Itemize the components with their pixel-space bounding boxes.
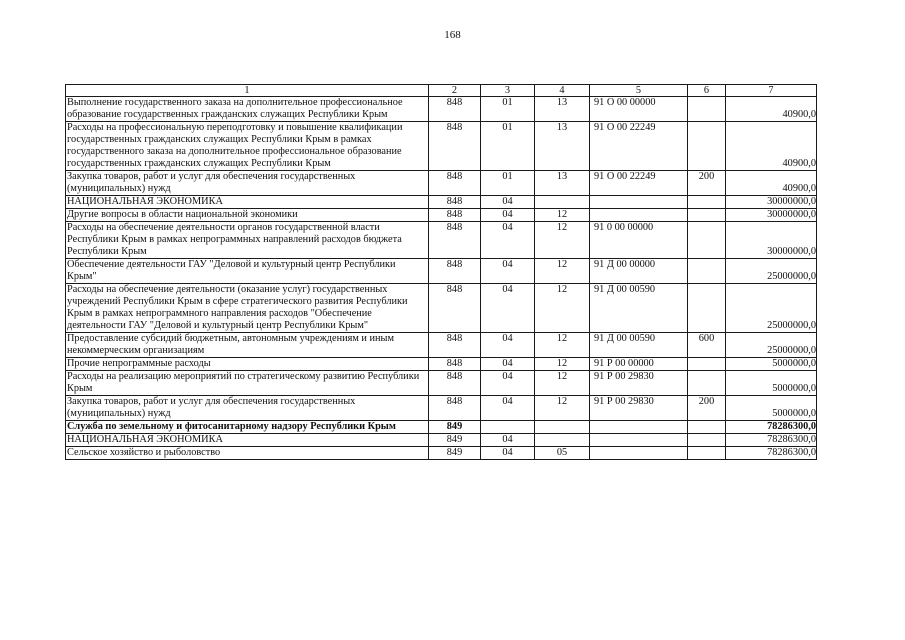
subsection-code-cell	[535, 421, 590, 434]
table-row	[66, 434, 817, 447]
table-row	[66, 284, 817, 333]
target-article-cell: 91 0 00 00000	[590, 222, 688, 259]
amount-cell: 30000000,0	[726, 222, 817, 259]
subsection-code-cell	[535, 434, 590, 447]
target-article-cell	[590, 196, 688, 209]
expense-type-cell: 600	[688, 333, 726, 358]
department-code-cell: 849	[429, 421, 481, 434]
header-cell: 3	[481, 85, 535, 97]
amount-cell: 5000000,0	[726, 358, 817, 371]
page-number: 168	[444, 29, 461, 41]
amount-cell: 25000000,0	[726, 284, 817, 333]
amount-cell: 78286300,0	[726, 434, 817, 447]
table-row	[66, 447, 817, 460]
row-name-cell: Закупка товаров, работ и услуг для обеспечения государственных (муниципальных) нужд	[66, 396, 429, 421]
target-article-cell: 91 О 00 22249	[590, 171, 688, 196]
table-header-row	[66, 85, 817, 97]
section-code-cell: 04	[481, 196, 535, 209]
expense-type-cell	[688, 196, 726, 209]
department-code-cell: 848	[429, 396, 481, 421]
row-name-cell: НАЦИОНАЛЬНАЯ ЭКОНОМИКА	[66, 196, 429, 209]
subsection-code-cell: 05	[535, 447, 590, 460]
row-name-cell: Закупка товаров, работ и услуг для обеспечения государственных (муниципальных) нужд	[66, 171, 429, 196]
target-article-cell	[590, 447, 688, 460]
row-name-cell: Другие вопросы в области национальной экономики	[66, 209, 429, 222]
subsection-code-cell: 12	[535, 259, 590, 284]
section-code-cell: 01	[481, 97, 535, 122]
row-name-cell: Прочие непрограммные расходы	[66, 358, 429, 371]
department-code-cell: 849	[429, 434, 481, 447]
expense-type-cell	[688, 209, 726, 222]
amount-cell: 30000000,0	[726, 209, 817, 222]
row-name-cell: Расходы на реализацию мероприятий по стратегическому развитию Республики Крым	[66, 371, 429, 396]
table-row	[66, 358, 817, 371]
row-name-cell: Расходы на обеспечение деятельности (оказание услуг) государственных учреждений Республики Крым в сфере стратегического развития Республики Крым в рамках непрограммного направления расходов "Обеспечение деятельности ГАУ "Деловой и культурный центр Республики Крым"	[66, 284, 429, 333]
amount-cell: 5000000,0	[726, 371, 817, 396]
subsection-code-cell: 12	[535, 396, 590, 421]
expense-type-cell	[688, 122, 726, 171]
target-article-cell: 91 Р 00 00000	[590, 358, 688, 371]
subsection-code-cell: 12	[535, 333, 590, 358]
target-article-cell: 91 О 00 22249	[590, 122, 688, 171]
target-article-cell: 91 Д 00 00590	[590, 284, 688, 333]
section-code-cell: 04	[481, 434, 535, 447]
row-name-cell: Сельское хозяйство и рыболовство	[66, 447, 429, 460]
section-code-cell: 04	[481, 259, 535, 284]
department-code-cell: 848	[429, 284, 481, 333]
table-row	[66, 371, 817, 396]
target-article-cell: 91 Р 00 29830	[590, 396, 688, 421]
target-article-cell: 91 О 00 00000	[590, 97, 688, 122]
header-cell: 7	[726, 85, 817, 97]
department-code-cell: 848	[429, 371, 481, 396]
section-code-cell: 04	[481, 396, 535, 421]
amount-cell: 25000000,0	[726, 259, 817, 284]
subsection-code-cell: 12	[535, 222, 590, 259]
row-name-cell: Выполнение государственного заказа на дополнительное профессиональное образование государственных гражданских служащих Республики Крым	[66, 97, 429, 122]
table-row	[66, 97, 817, 122]
subsection-code-cell: 12	[535, 371, 590, 396]
target-article-cell: 91 Д 00 00000	[590, 259, 688, 284]
subsection-code-cell: 12	[535, 284, 590, 333]
subsection-code-cell	[535, 196, 590, 209]
section-code-cell: 04	[481, 222, 535, 259]
table-row	[66, 396, 817, 421]
expense-type-cell	[688, 97, 726, 122]
section-code-cell	[481, 421, 535, 434]
expense-type-cell	[688, 259, 726, 284]
header-cell: 5	[590, 85, 688, 97]
expense-type-cell	[688, 284, 726, 333]
table-row	[66, 122, 817, 171]
department-code-cell: 849	[429, 447, 481, 460]
table-row	[66, 171, 817, 196]
amount-cell: 40900,0	[726, 122, 817, 171]
budget-table	[65, 84, 817, 460]
header-cell: 6	[688, 85, 726, 97]
table-row	[66, 222, 817, 259]
header-cell: 2	[429, 85, 481, 97]
table-row	[66, 196, 817, 209]
department-code-cell: 848	[429, 171, 481, 196]
subsection-code-cell: 12	[535, 209, 590, 222]
target-article-cell: 91 Р 00 29830	[590, 371, 688, 396]
header-cell: 4	[535, 85, 590, 97]
target-article-cell: 91 Д 00 00590	[590, 333, 688, 358]
target-article-cell	[590, 421, 688, 434]
expense-type-cell	[688, 222, 726, 259]
table-row	[66, 209, 817, 222]
department-code-cell: 848	[429, 209, 481, 222]
expense-type-cell	[688, 371, 726, 396]
section-code-cell: 04	[481, 447, 535, 460]
section-code-cell: 01	[481, 122, 535, 171]
expense-type-cell	[688, 421, 726, 434]
department-code-cell: 848	[429, 97, 481, 122]
expense-type-cell: 200	[688, 171, 726, 196]
amount-cell: 78286300,0	[726, 421, 817, 434]
subsection-code-cell: 13	[535, 122, 590, 171]
amount-cell: 78286300,0	[726, 447, 817, 460]
department-code-cell: 848	[429, 196, 481, 209]
expense-type-cell	[688, 434, 726, 447]
subsection-code-cell: 12	[535, 358, 590, 371]
department-code-cell: 848	[429, 222, 481, 259]
section-code-cell: 04	[481, 284, 535, 333]
table-row	[66, 421, 817, 434]
row-name-cell: Предоставление субсидий бюджетным, автономным учреждениям и иным некоммерческим организациям	[66, 333, 429, 358]
subsection-code-cell: 13	[535, 171, 590, 196]
table-row	[66, 259, 817, 284]
row-name-cell: Служба по земельному и фитосанитарному надзору Республики Крым	[66, 421, 429, 434]
row-name-cell: Обеспечение деятельности ГАУ "Деловой и культурный центр Республики Крым"	[66, 259, 429, 284]
row-name-cell: Расходы на обеспечение деятельности органов государственной власти Республики Крым в рамках непрограммных направлений расходов бюджета Республики Крым	[66, 222, 429, 259]
target-article-cell	[590, 209, 688, 222]
amount-cell: 5000000,0	[726, 396, 817, 421]
section-code-cell: 04	[481, 333, 535, 358]
table-body	[66, 97, 817, 460]
row-name-cell: НАЦИОНАЛЬНАЯ ЭКОНОМИКА	[66, 434, 429, 447]
department-code-cell: 848	[429, 358, 481, 371]
section-code-cell: 04	[481, 371, 535, 396]
department-code-cell: 848	[429, 259, 481, 284]
department-code-cell: 848	[429, 122, 481, 171]
subsection-code-cell: 13	[535, 97, 590, 122]
section-code-cell: 04	[481, 358, 535, 371]
row-name-cell: Расходы на профессиональную переподготовку и повышение квалификации государственных гражданских служащих Республики Крым в рамках государственного заказа на дополнительное профессиональное образование государственных гражданских служащих Республики Крым	[66, 122, 429, 171]
section-code-cell: 04	[481, 209, 535, 222]
header-cell: 1	[66, 85, 429, 97]
expense-type-cell	[688, 358, 726, 371]
amount-cell: 30000000,0	[726, 196, 817, 209]
amount-cell: 40900,0	[726, 171, 817, 196]
department-code-cell: 848	[429, 333, 481, 358]
amount-cell: 40900,0	[726, 97, 817, 122]
amount-cell: 25000000,0	[726, 333, 817, 358]
target-article-cell	[590, 434, 688, 447]
section-code-cell: 01	[481, 171, 535, 196]
expense-type-cell	[688, 447, 726, 460]
table-row	[66, 333, 817, 358]
expense-type-cell: 200	[688, 396, 726, 421]
